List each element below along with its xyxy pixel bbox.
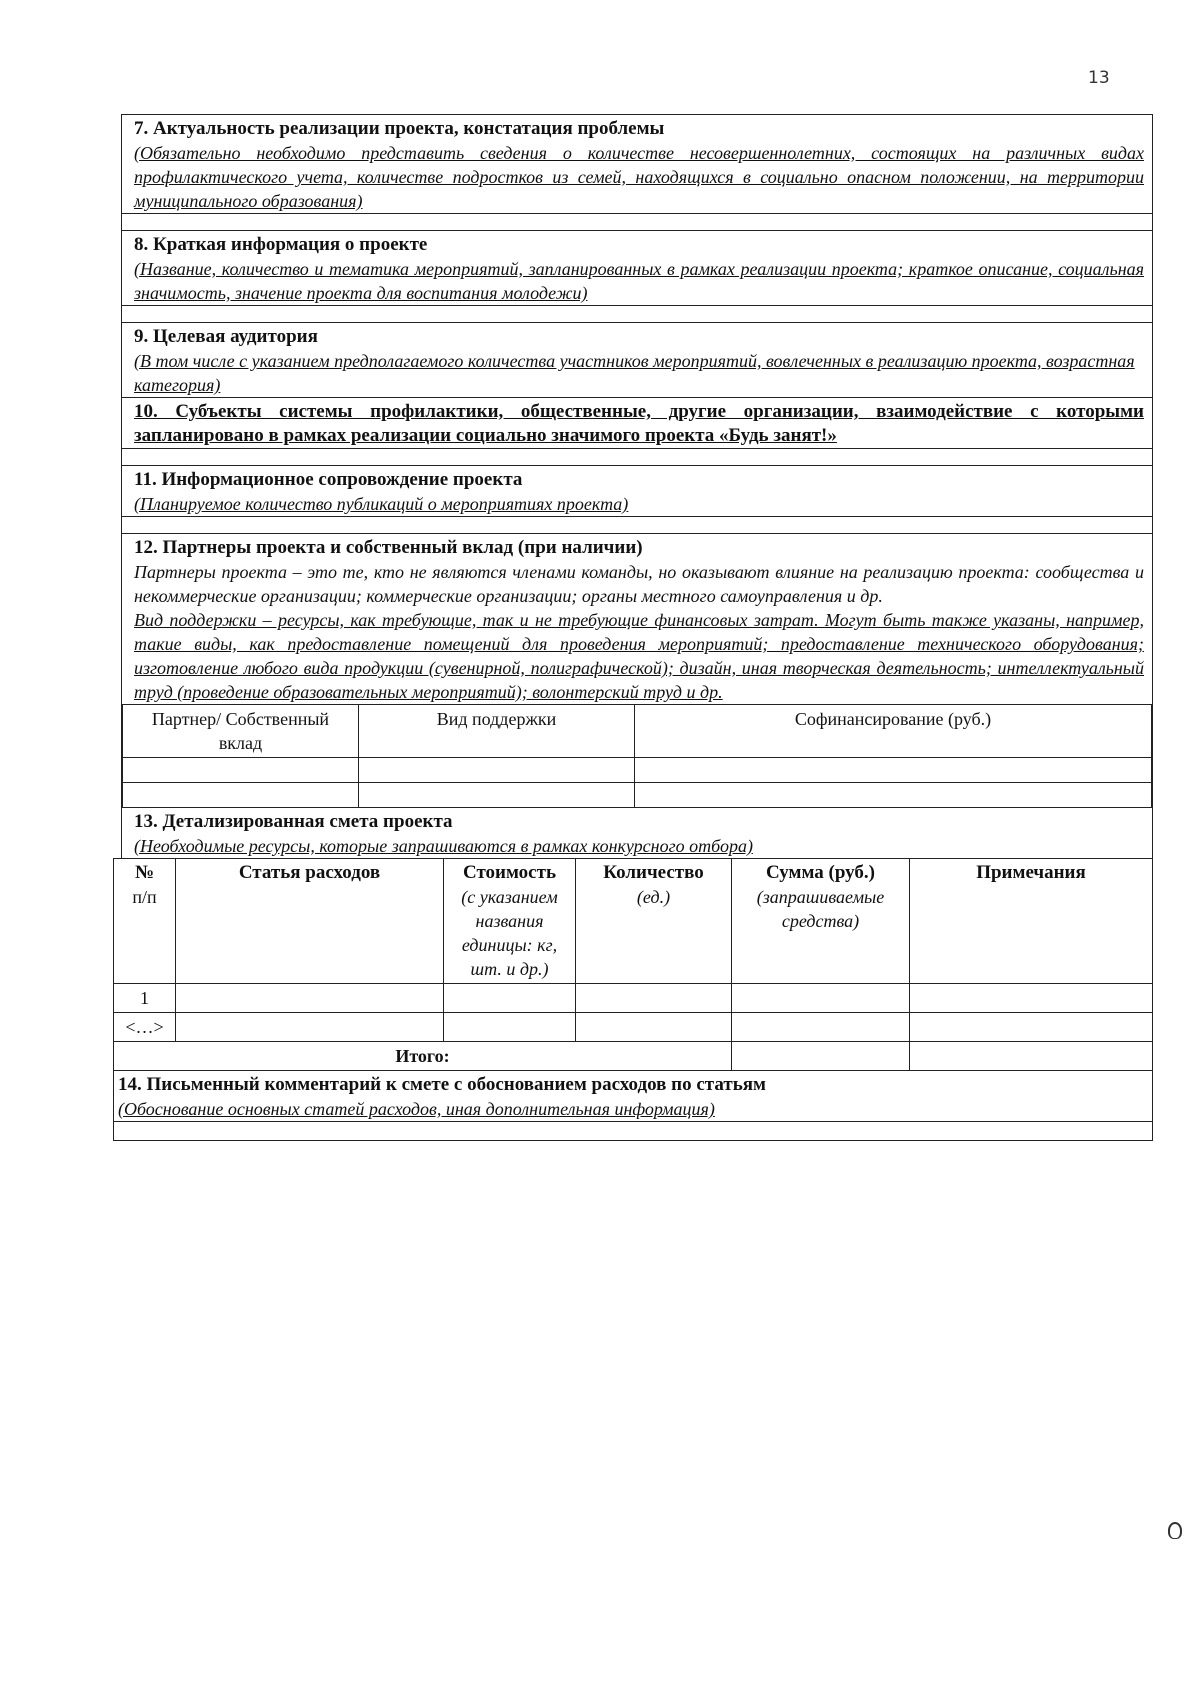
section-7-answer-field[interactable] xyxy=(122,213,1152,230)
total-sum-cell[interactable] xyxy=(732,1042,910,1071)
table-cell[interactable] xyxy=(444,1013,576,1042)
section-7-title: 7. Актуальность реализации проекта, констатация проблемы xyxy=(134,118,665,139)
table-cell[interactable] xyxy=(635,758,1152,783)
partners-col-support: Вид поддержки xyxy=(359,705,635,758)
section-10-title: 10. Субъекты системы профилактики, общественные, другие организации, взаимодействие с которыми запланировано в рамках реализации социально значимого проекта «Будь занят!» xyxy=(134,401,1144,446)
section-11 xyxy=(121,465,1153,533)
table-cell[interactable] xyxy=(123,783,359,808)
section-10 xyxy=(121,397,1153,465)
table-row xyxy=(123,783,1152,808)
budget-table xyxy=(113,858,1153,1071)
budget-col-qty: Количество (ед.) xyxy=(576,859,732,984)
partners-header-row xyxy=(123,705,1152,758)
section-11-answer-field[interactable] xyxy=(122,516,1152,533)
row-number: <…> xyxy=(114,1013,176,1042)
table-cell[interactable] xyxy=(635,783,1152,808)
application-form xyxy=(118,114,1153,1141)
table-cell[interactable] xyxy=(359,783,635,808)
section-11-note: (Планируемое количество публикаций о мероприятиях проекта) xyxy=(134,494,629,514)
section-9-title: 9. Целевая аудитория xyxy=(134,326,318,347)
row-number: 1 xyxy=(114,984,176,1013)
section-14-title: 14. Письменный комментарий к смете с обоснованием расходов по статьям xyxy=(118,1074,766,1095)
ink-smudge xyxy=(1168,1522,1182,1539)
table-row xyxy=(123,758,1152,783)
table-cell[interactable] xyxy=(359,758,635,783)
page-number: 13 xyxy=(1088,68,1110,88)
budget-col-item: Статья расходов xyxy=(176,859,444,984)
section-8-title: 8. Краткая информация о проекте xyxy=(134,234,428,255)
table-cell[interactable] xyxy=(910,984,1153,1013)
section-14 xyxy=(113,1071,1153,1141)
section-13 xyxy=(121,808,1153,858)
table-cell[interactable] xyxy=(576,984,732,1013)
table-row xyxy=(114,1013,1153,1042)
section-8 xyxy=(121,230,1153,322)
section-7 xyxy=(121,114,1153,230)
table-row xyxy=(114,984,1153,1013)
table-cell[interactable] xyxy=(176,984,444,1013)
section-9 xyxy=(121,322,1153,397)
budget-col-sum: Сумма (руб.) (запрашиваемые средства) xyxy=(732,859,910,984)
table-cell[interactable] xyxy=(576,1013,732,1042)
section-12-title: 12. Партнеры проекта и собственный вклад (при наличии) xyxy=(134,537,643,558)
section-10-answer-field[interactable] xyxy=(122,448,1152,465)
budget-header-row xyxy=(114,859,1153,984)
partners-table xyxy=(122,704,1152,808)
partners-col-partner: Партнер/ Собственный вклад xyxy=(123,705,359,758)
table-cell[interactable] xyxy=(910,1042,1153,1071)
total-label: Итого: xyxy=(114,1042,732,1071)
section-11-title: 11. Информационное сопровождение проекта xyxy=(134,469,523,490)
section-12-partners-text: Партнеры проекта – это те, кто не являются членами команды, но оказывают влияние на реализацию проекта: сообщества и некоммерческие организации; коммерческие организации; органы местного самоуправления и др. xyxy=(134,562,1144,606)
section-14-answer-field[interactable] xyxy=(114,1121,1152,1140)
budget-col-cost: Стоимость (с указанием названия единицы: кг, шт. и др.) xyxy=(444,859,576,984)
section-7-note: (Обязательно необходимо представить сведения о количестве несовершеннолетних, состоящих на различных видах профилактического учета, количестве подростков из семей, находящихся в социально опасном положении, на территории муниципального образования) xyxy=(134,143,1144,211)
section-12-support-text: Вид поддержки – ресурсы, как требующие, так и не требующие финансовых затрат. Могут быть также указаны, например, такие виды, как предоставление помещений для проведения мероприятий; предоставление технического оборудования; изготовление любого вида продукции (сувенирной, полиграфической); дизайн, иная творческая деятельность; интеллектуальный труд (проведение образовательных мероприятий); волонтерский труд и др. xyxy=(134,610,1144,702)
budget-col-notes: Примечания xyxy=(910,859,1153,984)
table-cell[interactable] xyxy=(732,984,910,1013)
section-8-note: (Название, количество и тематика мероприятий, запланированных в рамках реализации проекта; краткое описание, социальная значимость, значение проекта для воспитания молодежи) xyxy=(134,259,1144,303)
section-12 xyxy=(121,533,1153,808)
table-cell[interactable] xyxy=(176,1013,444,1042)
table-cell[interactable] xyxy=(732,1013,910,1042)
budget-col-num: № п/п xyxy=(114,859,176,984)
section-9-note: (В том числе с указанием предполагаемого количества участников мероприятий, вовлеченных в реализацию проекта, возрастная категория) xyxy=(134,351,1135,395)
section-8-answer-field[interactable] xyxy=(122,305,1152,322)
budget-total-row xyxy=(114,1042,1153,1071)
table-cell[interactable] xyxy=(444,984,576,1013)
table-cell[interactable] xyxy=(910,1013,1153,1042)
section-13-title: 13. Детализированная смета проекта xyxy=(134,811,453,832)
table-cell[interactable] xyxy=(123,758,359,783)
partners-col-cofinancing: Софинансирование (руб.) xyxy=(635,705,1152,758)
section-13-note: (Необходимые ресурсы, которые запрашиваются в рамках конкурсного отбора) xyxy=(134,836,753,856)
section-14-note: (Обоснование основных статей расходов, иная дополнительная информация) xyxy=(118,1099,715,1119)
